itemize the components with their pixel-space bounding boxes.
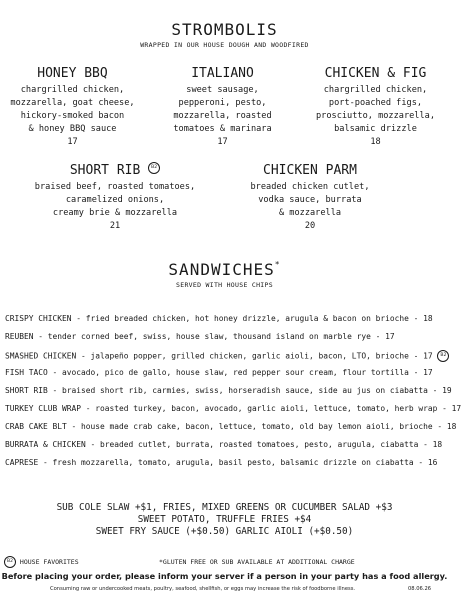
- item-name: CHICKEN PARM: [263, 163, 357, 178]
- sandwich-name: CAPRESE: [5, 458, 39, 467]
- gluten-free-note: *GLUTEN FREE OR SUB AVAILABLE AT ADDITIONAL CHARGE: [159, 558, 355, 566]
- sandwich-description: braised short rib, carmies, swiss, horseradish sauce, side au jus on ciabatta: [62, 386, 428, 395]
- sandwich-item: FISH TACO - avocado, pico de gallo, house slaw, red pepper sour cream, flour tortilla - 17: [5, 368, 433, 377]
- sandwich-description: avocado, pico de gallo, house slaw, red pepper sour cream, flour tortilla: [62, 368, 409, 377]
- sandwich-description: breaded cutlet, burrata, roasted tomatoes, pesto, arugula, ciabatta: [100, 440, 419, 449]
- sandwich-description: jalapeño popper, grilled chicken, garlic aioli, bacon, LTO, brioche: [90, 351, 409, 361]
- sandwich-name: SHORT RIB: [5, 386, 48, 395]
- item-name: HONEY BBQ: [37, 66, 108, 81]
- sandwich-description: tender corned beef, swiss, house slaw, thousand island on marble rye: [47, 332, 371, 341]
- sandwich-name: SMASHED CHICKEN: [5, 351, 77, 361]
- sandwich-item: BURRATA & CHICKEN - breaded cutlet, burrata, roasted tomatoes, pesto, arugula, ciabatta - 18: [5, 440, 443, 449]
- stromboli-item: [230, 163, 390, 233]
- house-favorites-label: HOUSE FAVORITES: [19, 558, 79, 566]
- sandwiches-subtitle: SERVED WITH HOUSE CHIPS: [176, 281, 273, 289]
- sides-line: SWEET POTATO, TRUFFLE FRIES +$4: [137, 514, 312, 525]
- sandwich-price: 18: [446, 422, 457, 431]
- sandwich-name: CRAB CAKE BLT: [5, 422, 67, 431]
- item-description: chargrilled chicken, mozzarella, goat cheese, hickory-smoked bacon & honey BBQ sauce 17: [0, 84, 145, 149]
- stromboli-item: [302, 66, 449, 149]
- item-name: ITALIANO: [191, 66, 254, 81]
- sides-line: SWEET FRY SAUCE (+$0.50) GARLIC AIOLI (+$0.50): [95, 526, 354, 537]
- house-favorite-icon: B2: [4, 556, 16, 568]
- menu-date: 08.06.26: [408, 586, 432, 592]
- sandwich-description: roasted turkey, bacon, avocado, garlic aioli, lettuce, tomato, herb wrap: [95, 404, 438, 413]
- item-price: 18: [370, 137, 381, 147]
- sandwich-description: house made crab cake, bacon, lettuce, tomato, old bay lemon aioli, brioche: [81, 422, 433, 431]
- sandwich-name: CRISPY CHICKEN: [5, 314, 72, 323]
- sides-addons: [0, 502, 449, 538]
- item-price: 20: [304, 221, 316, 231]
- house-favorite-icon: B2: [437, 350, 449, 362]
- sandwich-price: 19: [442, 386, 452, 395]
- sandwich-price: 18: [423, 314, 433, 323]
- item-description: chargrilled chicken, port-poached figs, prosciutto, mozzarella, balsamic drizzle 18: [302, 84, 449, 149]
- footer-legend: [4, 556, 444, 568]
- item-name: CHICKEN & FIG: [324, 66, 427, 81]
- sandwich-price: 17: [423, 351, 433, 361]
- sandwich-item: CRAB CAKE BLT - house made crab cake, bacon, lettuce, tomato, old bay lemon aioli, brioche - 18: [5, 422, 457, 431]
- sandwich-price: 18: [432, 440, 443, 449]
- item-price: 17: [67, 137, 78, 147]
- sandwich-description: fried breaded chicken, hot honey drizzle, arugula & bacon on brioche: [85, 314, 409, 323]
- sandwich-price: 16: [427, 458, 438, 467]
- sandwich-name: REUBEN: [5, 332, 34, 341]
- sandwiches-title: SANDWICHES*: [168, 260, 281, 279]
- sandwich-item: CRISPY CHICKEN - fried breaded chicken, hot honey drizzle, arugula & bacon on brioche - 18: [5, 314, 433, 323]
- stromboli-item: [0, 66, 145, 149]
- item-description: breaded chicken cutlet, vodka sauce, burrata & mozzarella 20: [230, 181, 390, 233]
- sandwich-name: BURRATA & CHICKEN: [5, 440, 86, 449]
- strombolis-subtitle: WRAPPED IN OUR HOUSE DOUGH AND WOODFIRED: [140, 41, 309, 49]
- sandwich-item: CAPRESE - fresh mozzarella, tomato, arugula, basil pesto, balsamic drizzle on ciabatta - 16: [5, 458, 438, 467]
- sandwich-item: SMASHED CHICKEN - jalapeño popper, grilled chicken, garlic aioli, bacon, LTO, brioche - 17 B2: [5, 350, 445, 362]
- sandwich-name: TURKEY CLUB WRAP: [5, 404, 82, 413]
- sandwich-price: 17: [385, 332, 395, 341]
- sandwich-item: TURKEY CLUB WRAP - roasted turkey, bacon, avocado, garlic aioli, lettuce, tomato, herb wrap - 17: [5, 404, 461, 413]
- sides-line: SUB COLE SLAW +$1, FRIES, MIXED GREENS OR CUCUMBER SALAD +$3: [56, 502, 393, 513]
- sandwich-price: 17: [451, 404, 461, 413]
- gluten-free-mark: *: [274, 260, 281, 269]
- sandwich-item: REUBEN - tender corned beef, swiss, house slaw, thousand island on marble rye - 17: [5, 332, 395, 341]
- item-description: sweet sausage, pepperoni, pesto, mozzarella, roasted tomatoes & marinara 17: [150, 84, 295, 149]
- item-name: SHORT RIB B2: [10, 163, 220, 178]
- item-description: braised beef, roasted tomatoes, caramelized onions, creamy brie & mozzarella 21: [10, 181, 220, 233]
- stromboli-item: [150, 66, 295, 149]
- strombolis-title: STROMBOLIS: [171, 20, 278, 39]
- stromboli-item: [10, 163, 220, 233]
- item-price: 17: [217, 137, 228, 147]
- allergy-warning: Before placing your order, please inform your server if a person in your party has a food allergy.: [1, 571, 448, 581]
- sandwich-price: 17: [423, 368, 433, 377]
- item-price: 21: [109, 221, 121, 231]
- sandwich-item: SHORT RIB - braised short rib, carmies, swiss, horseradish sauce, side au jus on ciabatta - 19: [5, 386, 452, 395]
- consumer-advisory: Consuming raw or undercooked meats, poultry, seafood, shellfish, or eggs may increase the risk of foodborne illness.: [50, 586, 356, 592]
- sandwich-name: FISH TACO: [5, 368, 48, 377]
- house-favorite-icon: B2: [148, 162, 160, 174]
- sandwich-description: fresh mozzarella, tomato, arugula, basil pesto, balsamic drizzle on ciabatta: [52, 458, 414, 467]
